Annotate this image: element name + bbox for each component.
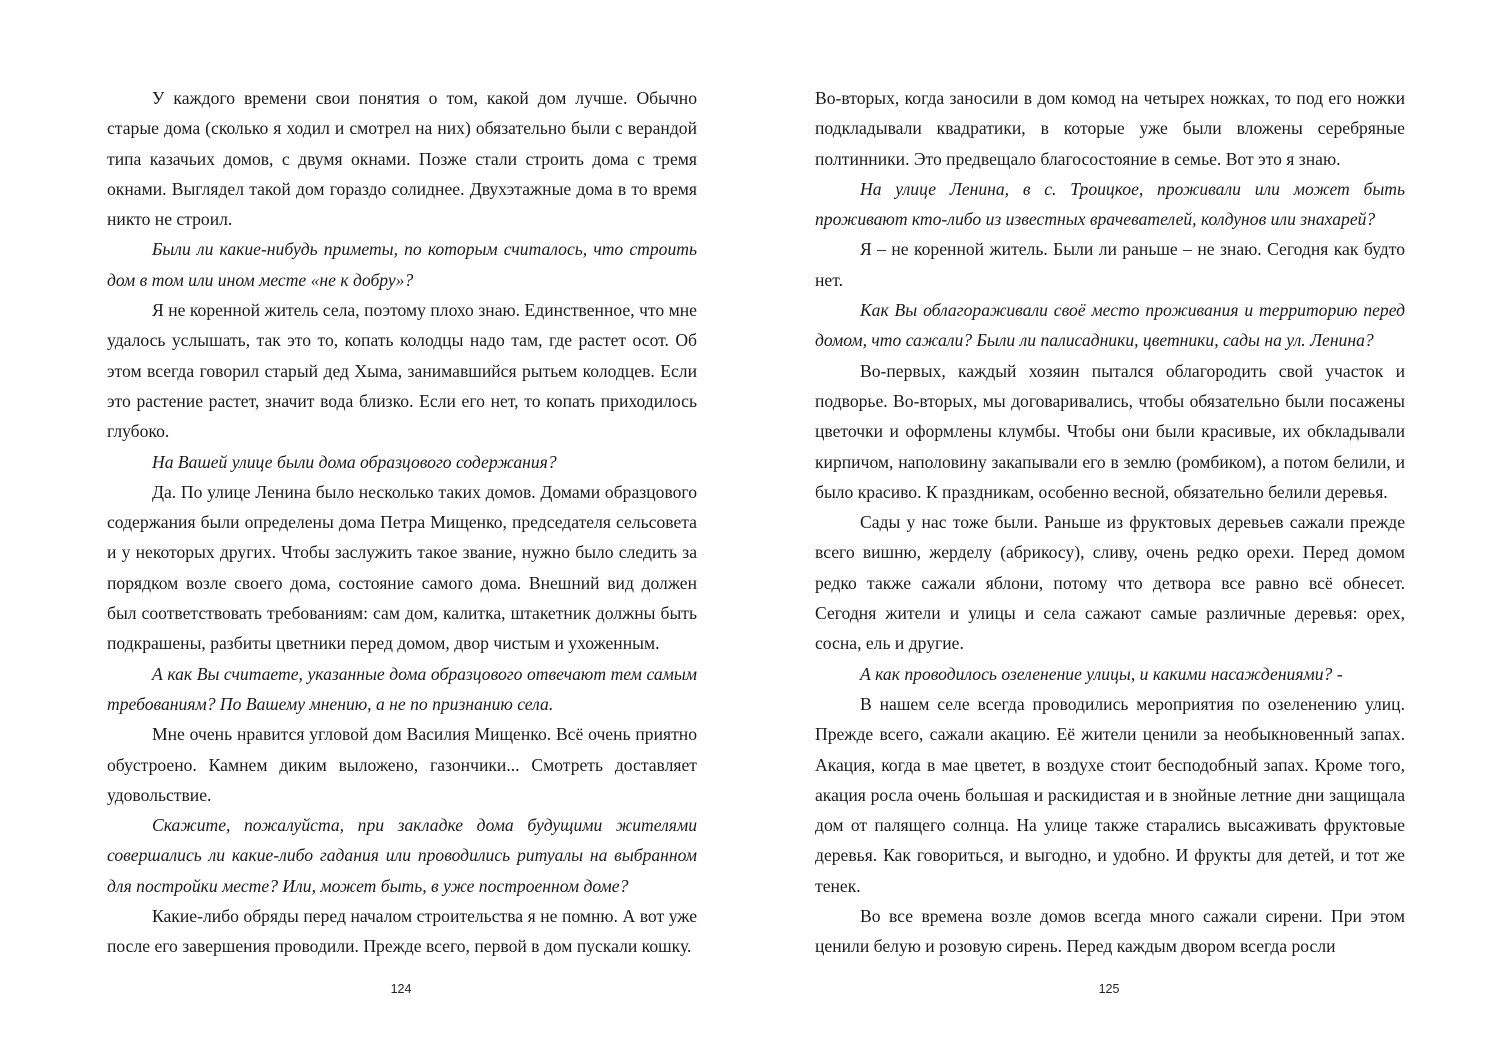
paragraph: Да. По улице Ленина было несколько таких домов. Домами образцового содержания были определены дома Петра Мищенко, председателя сельсовета и у некоторых других. Чтобы заслужить такое звание, нужно было следить за порядком возле своего дома, состояние самого дома. Внешний вид должен был соответствовать требованиям: сам дом, калитка, штакетник должны быть подкрашены, разбиты цветники перед домом, двор чистым и ухоженным. (107, 481, 697, 654)
question-paragraph: На улице Ленина, в с. Троицкое, проживали или может быть проживают кто-либо из известных врачевателей, колдунов или знахарей? (815, 178, 1405, 230)
paragraph: Во все времена возле домов всегда много сажали сирени. При этом ценили белую и розовую сирень. Перед каждым двором всегда росли (815, 906, 1405, 957)
question-paragraph: А как проводилось озеленение улицы, и какими насаждениями? - (860, 663, 1343, 684)
left-page-text (107, 83, 697, 962)
paragraph: В нашем селе всегда проводились мероприятия по озеленению улиц. Прежде всего, сажали акацию. Её жители ценили за необыкновенный запах. Акация, когда в мае цветет, в воздухе стоит бесподобный запах. Кроме того, акация росла очень большая и раскидистая и в знойные летние дни защищала дом от палящего солнца. На улице также старались высаживать фруктовые деревья. Как говориться, и выгодно, и удобно. И фрукты для детей, и тот же тенек. (815, 693, 1405, 896)
paragraph: Мне очень нравится угловой дом Василия Мищенко. Всё очень приятно обустроено. Камнем диким выложено, газончики... Смотреть доставляет удовольствие. (107, 724, 697, 805)
continuation-paragraph: Во-вторых, когда заносили в дом комод на четырех ножках, то под его ножки подкладывали квадратики, в которые уже были вложены серебряные полтинники. Это предвещало благосостояние в семье. Вот это я знаю. (815, 88, 1405, 169)
right-page-number: 125 (1098, 982, 1120, 996)
paragraph: Сады у нас тоже были. Раньше из фруктовых деревьев сажали прежде всего вишню, жерделу (абрикосу), сливу, очень редко орехи. Перед домом редко также сажали яблони, потому что детвора все равно всё обнесет. Сегодня жители и улицы и села сажают самые различные деревья: орех, сосна, ель и другие. (815, 512, 1405, 654)
paragraph: Я – не коренной житель. Были ли раньше – не знаю. Сегодня как будто нет. (815, 239, 1405, 290)
question-paragraph: А как Вы считаете, указанные дома образцового отвечают тем самым требованиям? По Вашему мнению, а не по признанию села. (107, 663, 697, 714)
paragraph: Во-первых, каждый хозяин пытался облагородить свой участок и подворье. Во-вторых, мы договаривались, чтобы обязательно были посажены цветочки и оформлены клумбы. Чтобы они были красивые, их обкладывали кирпичом, наполовину закапывали его в землю (ромбиком), а потом белили, и было красиво. К праздникам, особенно весной, обязательно белили деревья. (815, 360, 1405, 502)
question-paragraph: На Вашей улице были дома образцового содержания? (152, 451, 557, 472)
right-page-text (815, 83, 1405, 962)
left-page-number: 124 (390, 982, 412, 996)
question-paragraph: Были ли какие-нибудь приметы, по которым считалось, что строить дом в том или ином месте «не к добру»? (107, 239, 697, 290)
paragraph: Я не коренной житель села, поэтому плохо знаю. Единственное, что мне удалось услышать, так это то, копать колодцы надо там, где растет осот. Об этом всегда говорил старый дед Хыма, занимавшийся рытьем колодцев. Если это растение растет, значит вода близко. Если его нет, то копать приходилось глубоко. (107, 300, 697, 442)
question-paragraph: Как Вы облагораживали своё место проживания и территорию перед домом, что сажали? Были ли палисадники, цветники, сады на ул. Ленина? (815, 300, 1405, 351)
paragraph: Какие-либо обряды перед началом строительства я не помню. А вот уже после его завершения проводили. Прежде всего, первой в дом пускали кошку. (107, 906, 697, 957)
paragraph: У каждого времени свои понятия о том, какой дом лучше. Обычно старые дома (сколько я ходил и смотрел на них) обязательно были с верандой типа казачьих домов, с двумя окнами. Позже стали строить дома с тремя окнами. Выглядел такой дом гораздо солиднее. Двухэтажные дома в то время никто не строил. (107, 88, 697, 230)
question-paragraph: Скажите, пожалуйста, при закладке дома будущими жителями совершались ли какие-либо гадания или проводились ритуалы на выбранном для постройки месте? Или, может быть, в уже построенном доме? (107, 815, 697, 896)
